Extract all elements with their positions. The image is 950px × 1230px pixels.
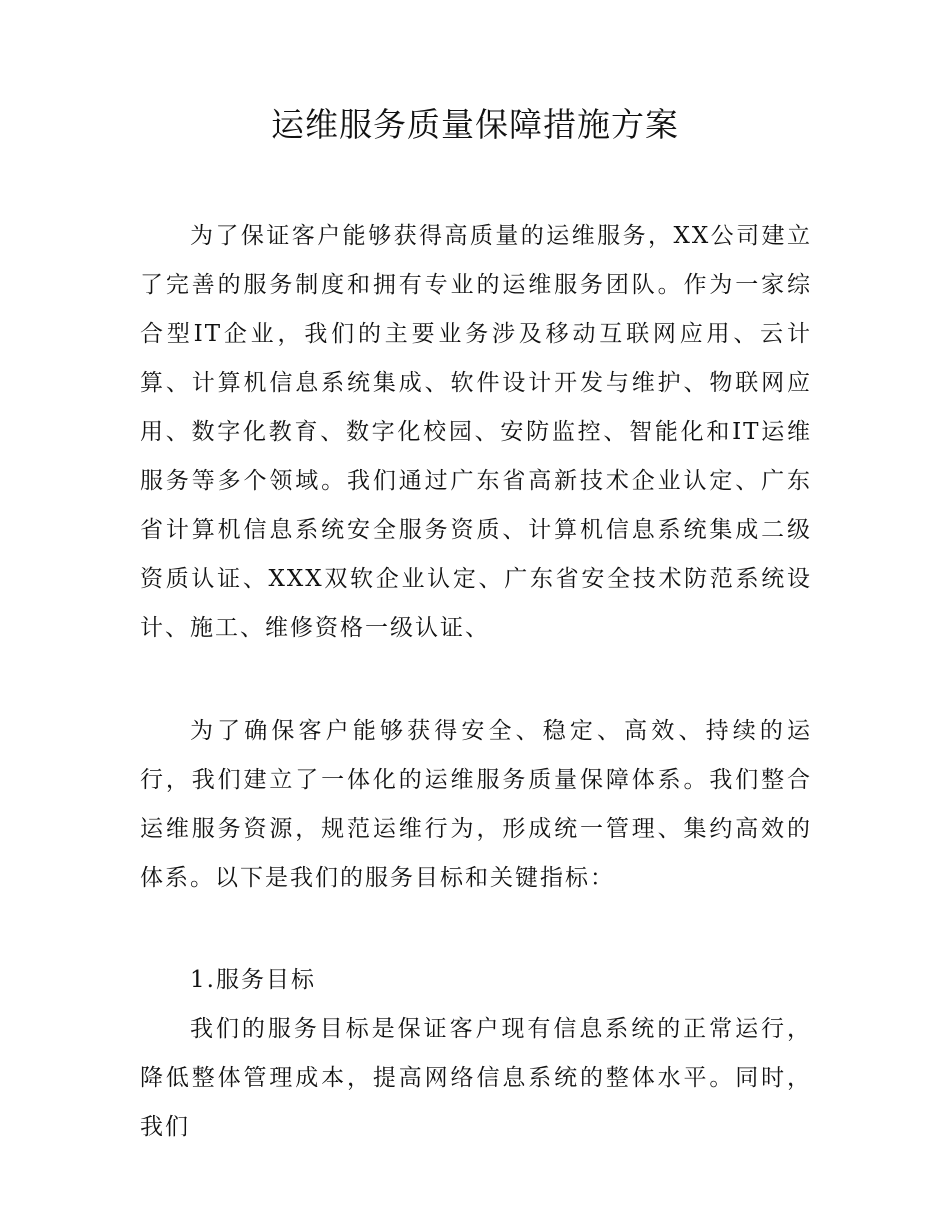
section-heading-service-goals: 1.服务目标 bbox=[190, 967, 316, 993]
service-goals-paragraph: 我们的服务目标是保证客户现有信息系统的正常运行，降低整体管理成本，提高网络信息系统的整体水平。同时，我们 bbox=[140, 1016, 812, 1140]
intro-paragraph: 为了保证客户能够获得高质量的运维服务，XX公司建立了完善的服务制度和拥有专业的运维服务团队。作为一家综合型IT企业，我们的主要业务涉及移动互联网应用、云计算、计算机信息系统集成、软件设计开发与维护、物联网应用、数字化教育、数字化校园、安防监控、智能化和IT运维服务等多个领域。我们通过广东省高新技术企业认定、广东省计算机信息系统安全服务资质、计算机信息系统集成二级资质认证、XXX双软企业认定、广东省安全技术防范系统设计、施工、维修资格一级认证、 bbox=[140, 223, 812, 641]
quality-system-paragraph: 为了确保客户能够获得安全、稳定、高效、持续的运行，我们建立了一体化的运维服务质量保障体系。我们整合运维服务资源，规范运维行为，形成统一管理、集约高效的体系。以下是我们的服务目标和关键指标： bbox=[140, 718, 812, 891]
document-title: 运维服务质量保障措施方案 bbox=[271, 105, 679, 144]
